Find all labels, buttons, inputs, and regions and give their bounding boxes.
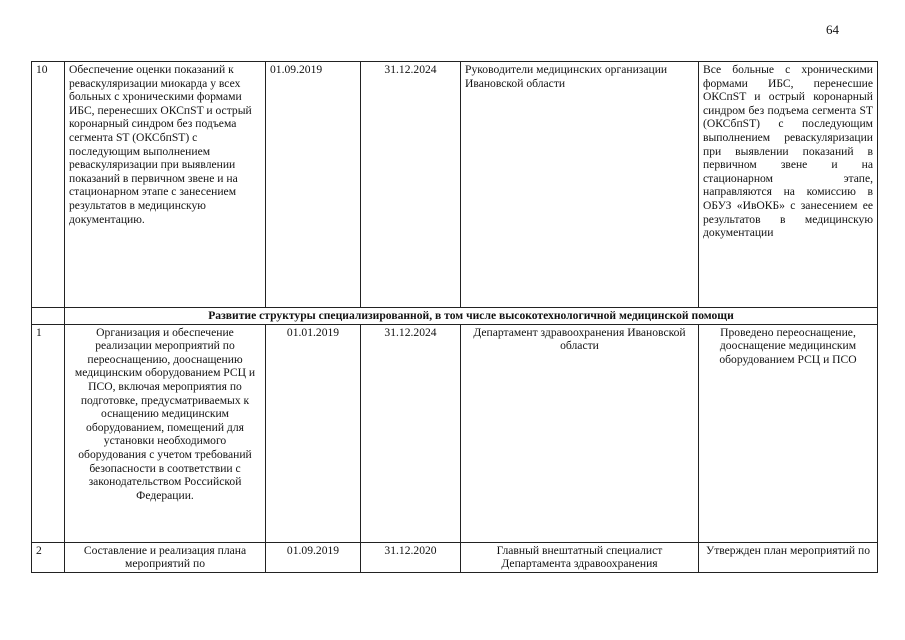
table-row bbox=[32, 542, 878, 572]
responsible-cell: Руководители медицинских организации Ивановской области bbox=[461, 62, 699, 308]
end-date-cell: 31.12.2020 bbox=[361, 542, 461, 572]
start-date-cell: 01.09.2019 bbox=[266, 62, 361, 308]
section-header-row bbox=[32, 308, 878, 325]
start-date-cell: 01.09.2019 bbox=[266, 542, 361, 572]
result-cell: Проведено переоснащение, дооснащение медицинским оборудованием РСЦ и ПСО bbox=[699, 324, 878, 542]
activity-cell: Составление и реализация плана мероприятий по bbox=[65, 542, 266, 572]
end-date-cell: 31.12.2024 bbox=[361, 62, 461, 308]
row-number: 10 bbox=[32, 62, 65, 308]
row-number: 1 bbox=[32, 324, 65, 542]
table-row bbox=[32, 62, 878, 308]
page-number: 64 bbox=[826, 22, 839, 37]
row-number: 2 bbox=[32, 542, 65, 572]
end-date-cell: 31.12.2024 bbox=[361, 324, 461, 542]
activity-cell: Обеспечение оценки показаний к реваскуляризации миокарда у всех больных с хроническими формами ИБС, перенесших ОКСпST и острый коронарный синдром без подъема сегмента ST (ОКСбпST) с последующим выполнением реваскуляризации при выявлении показаний в первичном звене и на стационарном этапе с занесением результатов в медицинскую документацию. bbox=[65, 62, 266, 308]
responsible-cell: Главный внештатный специалист Департамента здравоохранения bbox=[461, 542, 699, 572]
section-number-empty bbox=[32, 308, 65, 325]
activity-cell: Организация и обеспечение реализации мероприятий по переоснащению, дооснащению медицинским оборудованием РСЦ и ПСО, включая мероприятия по подготовке, предусматриваемых к оснащению медицинским оборудованием, помещений для установки необходимого оборудования с учетом требований безопасности в соответствии с законодательством Российской Федерации. bbox=[65, 324, 266, 542]
result-cell: Утвержден план мероприятий по bbox=[699, 542, 878, 572]
result-cell: Все больные с хроническими формами ИБС, перенесшие ОКСпST и острый коронарный синдром без подъема сегмента ST (ОКСбпST) с последующим выполнением реваскуляризации при выявлении показаний в первичном звене и на стационарном этапе, направляются на комиссию в ОБУЗ «ИвОКБ» с занесением ее результатов в медицинскую документации bbox=[699, 62, 878, 308]
responsible-cell: Департамент здравоохранения Ивановской области bbox=[461, 324, 699, 542]
section-title: Развитие структуры специализированной, в том числе высокотехнологичной медицинской помощи bbox=[65, 308, 878, 325]
start-date-cell: 01.01.2019 bbox=[266, 324, 361, 542]
measures-table bbox=[31, 61, 878, 573]
table-row bbox=[32, 324, 878, 542]
